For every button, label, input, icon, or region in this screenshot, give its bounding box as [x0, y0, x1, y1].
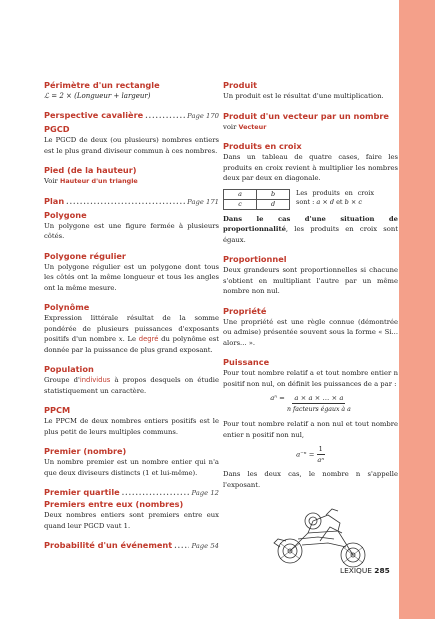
page-ref-probabilite: Page 54	[191, 542, 219, 550]
leader-dots	[66, 196, 185, 207]
entry-premier-quartile	[44, 487, 219, 499]
cell-d: d	[257, 199, 290, 209]
xref-vecteur[interactable]: Vecteur	[238, 122, 267, 131]
entry-ppcm	[44, 405, 219, 437]
leader-dots	[122, 487, 190, 498]
brace-caption: n facteurs égaux à a	[287, 406, 351, 413]
term-premier-quartile: Premier quartile	[44, 487, 120, 497]
term-premiers-entre-eux: Premiers entre eux (nombres)	[44, 499, 184, 509]
term-plan: Plan	[44, 195, 65, 206]
proportionality-property: Dans le cas d'une situation de proportionnalité, les produits en croix sont égaux.	[223, 214, 398, 244]
page-ref-plan: Page 171	[187, 197, 219, 206]
def-puissance-3: Dans les deux cas, le nombre n s'appelle l'exposant.	[223, 470, 398, 489]
formula-perimetre: ℒ = 2 × (Longueur + largeur)	[44, 92, 151, 100]
entry-produit-vecteur	[223, 111, 398, 133]
term-produits-croix: Produits en croix	[223, 141, 302, 151]
def-produit: Un produit est le résultat d'une multiplication.	[223, 92, 384, 100]
page-number: 285	[374, 566, 390, 575]
cell-a: a	[224, 189, 257, 199]
entry-puissance	[223, 357, 398, 490]
entry-plan	[44, 196, 219, 208]
see-label: Voir	[44, 177, 58, 185]
term-produit: Produit	[223, 80, 258, 90]
term-produit-vecteur: Produit d'un vecteur par un nombre	[223, 110, 389, 121]
term-probabilite: Probabilité d'un événement	[44, 540, 173, 550]
term-perimetre-rectangle: Périmètre d'un rectangle	[44, 80, 160, 90]
leader-dots	[174, 540, 189, 551]
cross-product-example	[223, 189, 398, 210]
power-formula-positive: aⁿ = a × a × … × a n facteurs égaux à a	[270, 394, 351, 413]
term-pied-hauteur: Pied (de la hauteur)	[44, 165, 137, 175]
entry-population	[44, 364, 219, 396]
term-polynome: Polynôme	[44, 302, 90, 312]
entry-pied-hauteur	[44, 165, 219, 187]
term-perspective-cavaliere: Perspective cavalière	[44, 110, 144, 120]
vehicle-illustration	[268, 503, 378, 573]
def-ppcm: Le PPCM de deux nombres entiers positifs est le plus petit de leurs multiples communs.	[44, 417, 219, 436]
def-polygone: Un polygone est une figure fermée à plusieurs côtés.	[44, 221, 219, 240]
entry-premier-nombre	[44, 446, 219, 478]
def-polynome: Expression littérale résultat de la somme pondérée de plusieurs puissances d'exposants positifs d'un nombre x. Le degré du polynôme est donnée par la puissance de plus grand exposant.	[44, 314, 219, 354]
cross-product-note: Les produits en croix sont : a × d et b × c	[296, 188, 374, 206]
entry-produits-croix	[223, 141, 398, 245]
def-proportionnel: Deux grandeurs sont proportionnelles si chacune s'obtient en multipliant l'autre par un même nombre non nul.	[223, 266, 398, 295]
entry-perspective-cavaliere	[44, 110, 219, 122]
def-produits-croix: Dans un tableau de quatre cases, faire les produits en croix revient à multiplier les nombres deux par deux en diagonale.	[223, 153, 398, 182]
entry-premiers-entre-eux	[44, 499, 219, 531]
def-polygone-regulier: Un polygone régulier est un polygone dont tous les côtés ont la même longueur et tous les angles ont la même mesure.	[44, 262, 219, 292]
entry-perimetre-rectangle	[44, 80, 219, 101]
def-propriete: Une propriété est une règle connue (démontrée ou admise) présentée souvent sous la forme « Si... alors... ».	[223, 317, 398, 347]
entry-pgcd	[44, 124, 219, 156]
term-polygone-regulier: Polygone régulier	[44, 250, 126, 261]
entry-propriete	[223, 306, 398, 349]
def-population: Groupe d'individus à propos desquels on étudie statistiquement un caractère.	[44, 376, 219, 395]
term-propriete: Propriété	[223, 305, 267, 316]
entry-produit	[223, 80, 398, 102]
def-puissance-1: Pour tout nombre relatif a et tout nombre entier n positif non nul, on définit les puissances de a par :	[223, 369, 398, 388]
leader-dots	[145, 110, 185, 121]
term-puissance: Puissance	[223, 357, 270, 367]
entry-polygone-regulier	[44, 251, 219, 294]
def-pgcd: Le PGCD de deux (ou plusieurs) nombres entiers est le plus grand diviseur commun à ces nombres.	[44, 136, 219, 155]
term-pgcd: PGCD	[44, 124, 70, 134]
def-puissance-2: Pour tout nombre relatif a non nul et tout nombre entier n positif non nul,	[223, 420, 398, 439]
right-column	[223, 80, 398, 499]
term-proportionnel: Proportionnel	[223, 254, 287, 264]
def-premiers-entre-eux: Deux nombres entiers sont premiers entre eux quand leur PGCD vaut 1.	[44, 511, 219, 530]
term-premier-nombre: Premier (nombre)	[44, 446, 127, 456]
page-ref-perspective: Page 170	[187, 112, 219, 120]
term-polygone: Polygone	[44, 209, 87, 220]
cell-c: c	[224, 199, 257, 209]
power-formula-negative: a⁻ⁿ = $\frac{1}{\text{aⁿ}}$	[296, 445, 325, 464]
footer-label: LEXIQUE	[340, 566, 372, 575]
page-ref-quartile: Page 12	[191, 489, 219, 497]
xref-hauteur-triangle[interactable]: Hauteur d'un triangle	[59, 177, 138, 185]
page-footer	[340, 566, 390, 575]
left-column	[44, 80, 219, 561]
cell-b: b	[257, 189, 290, 199]
entry-polynome	[44, 302, 219, 355]
term-ppcm: PPCM	[44, 405, 71, 415]
def-premier-nombre: Un nombre premier est un nombre entier qui n'a que deux diviseurs distincts (1 et lui-même).	[44, 458, 219, 477]
side-color-band	[399, 0, 435, 619]
entry-proportionnel	[223, 254, 398, 297]
see-label: voir	[223, 122, 237, 131]
entry-probabilite	[44, 540, 219, 552]
entry-polygone	[44, 210, 219, 242]
term-population: Population	[44, 364, 94, 374]
cross-product-table	[223, 189, 290, 210]
